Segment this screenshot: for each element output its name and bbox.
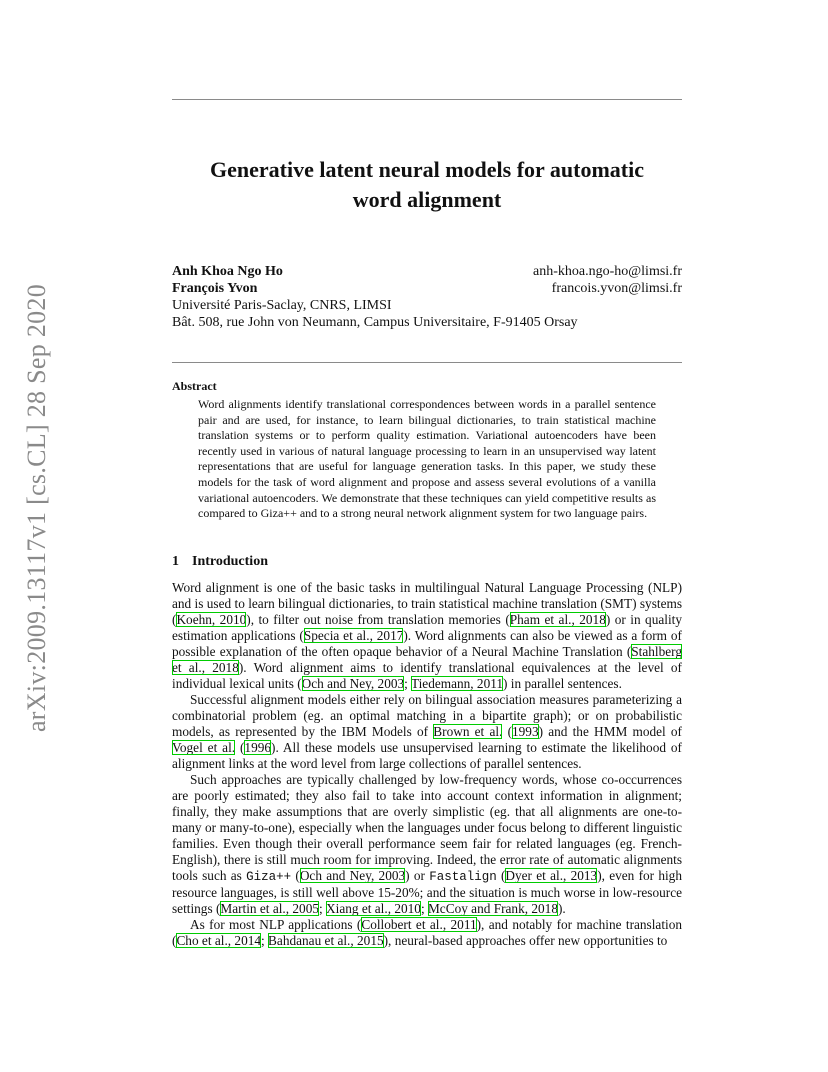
text-run: ). All these models use unsupervised learning to estimate the likelihood of alignment links at the word level from large collections of parallel sentences. bbox=[172, 740, 682, 771]
body-text bbox=[172, 580, 682, 949]
text-run: ( bbox=[502, 724, 512, 739]
citation-link[interactable]: Pham et al., 2018 bbox=[509, 612, 606, 627]
citation-link[interactable]: Och and Ney, 2003 bbox=[301, 676, 405, 691]
author-name: Anh Khoa Ngo Ho bbox=[172, 264, 283, 279]
text-run: ) or in quality estimation applications ( bbox=[172, 612, 682, 643]
citation-link[interactable]: Koehn, 2010 bbox=[176, 612, 247, 627]
author-row bbox=[172, 280, 682, 297]
text-run: ). bbox=[557, 901, 566, 916]
text-run: ; bbox=[404, 676, 411, 691]
affiliation: Université Paris-Saclay, CNRS, LIMSI bbox=[172, 298, 392, 313]
tool-name: Fastalign bbox=[429, 870, 497, 884]
tool-name: Giza++ bbox=[246, 870, 292, 884]
header-rule bbox=[172, 362, 682, 363]
abstract-heading: Abstract bbox=[172, 379, 217, 393]
section-heading bbox=[172, 554, 268, 570]
citation-link[interactable]: Tiedemann, 2011 bbox=[410, 676, 504, 691]
citation-link[interactable]: Collobert et al., 2011 bbox=[361, 917, 477, 932]
citation-link[interactable]: McCoy and Frank, 2018 bbox=[427, 901, 558, 916]
text-run: Such approaches are typically challenged by low-frequency words, whose co-occurrences are poorly estimated; they also fail to take into account context information in alignment; finally, they make assumptions that are overly simplistic (eg. that all alignments are one-to-many or many-to-one), especially when the languages under focus belong to different linguistic families. Even though their overall performance seem fair for related languages (eg. French-English), there is still much room for improving. Indeed, the error rate of automatic alignments tools such as bbox=[172, 772, 682, 883]
section-number: 1 bbox=[172, 554, 179, 569]
text-run: ), even for high resource languages, is still well above 15-20%; and the situation is much worse in low-resource settings ( bbox=[172, 868, 682, 916]
citation-link[interactable]: Stahlberg et al., 2018 bbox=[172, 644, 682, 675]
citation-link[interactable]: 1993 bbox=[512, 724, 539, 739]
paragraph bbox=[172, 917, 682, 949]
citation-link[interactable]: Vogel et al. bbox=[172, 740, 236, 755]
author-email[interactable]: francois.yvon@limsi.fr bbox=[551, 281, 682, 296]
citation-link[interactable]: Martin et al., 2005 bbox=[220, 901, 319, 916]
address: Bât. 508, rue John von Neumann, Campus Universitaire, F-91405 Orsay bbox=[172, 315, 578, 330]
citation-link[interactable]: 1996 bbox=[244, 740, 272, 755]
text-run: ). Word alignment aims to identify translational equivalences at the level of individual lexical units ( bbox=[172, 660, 682, 691]
arxiv-stamp: arXiv:2009.13117v1 [cs.CL] 28 Sep 2020 bbox=[22, 283, 51, 733]
author-block bbox=[172, 263, 682, 331]
citation-link[interactable]: Och and Ney, 2003 bbox=[299, 868, 406, 883]
citation-link[interactable]: Xiang et al., 2010 bbox=[326, 901, 421, 916]
author-email[interactable]: anh-khoa.ngo-ho@limsi.fr bbox=[533, 264, 682, 279]
text-run: ), to filter out noise from translation memories ( bbox=[246, 612, 510, 627]
author-row bbox=[172, 263, 682, 280]
citation-link[interactable]: Cho et al., 2014 bbox=[176, 933, 262, 948]
text-run: As for most NLP applications ( bbox=[190, 917, 362, 932]
text-run: ), and notably for machine translation ( bbox=[172, 917, 682, 948]
text-run: ; bbox=[319, 901, 327, 916]
text-run: ( bbox=[235, 740, 245, 755]
section-title: Introduction bbox=[192, 554, 268, 569]
paper-title: Generative latent neural models for automatic word alignment bbox=[209, 157, 644, 212]
text-run: ). Word alignments can also be viewed as a form of possible explanation of the often opaque behavior of a Neural Machine Translation ( bbox=[172, 628, 682, 659]
citation-link[interactable]: Dyer et al., 2013 bbox=[505, 868, 598, 883]
top-rule bbox=[172, 99, 682, 100]
text-run: ; bbox=[420, 901, 428, 916]
text-run: ) and the HMM model of bbox=[538, 724, 682, 739]
text-run: ), neural-based approaches offer new opportunities to bbox=[383, 933, 668, 948]
text-run: ) in parallel sentences. bbox=[503, 676, 622, 691]
paragraph bbox=[172, 580, 682, 692]
text-run: Successful alignment models either rely on bilingual association measures parameterizing a combinatorial problem (eg. an optimal matching in a bipartite graph); or on probabilistic models, as represented by the IBM Models of bbox=[172, 692, 682, 739]
text-run: Word alignment is one of the basic tasks in multilingual Natural Language Processing (NLP) and is used to learn bilingual dictionaries, to train statistical machine translation (SMT) systems ( bbox=[172, 580, 682, 627]
citation-link[interactable]: Brown et al. bbox=[433, 724, 503, 739]
paragraph bbox=[172, 772, 682, 917]
text-run: ( bbox=[496, 868, 506, 883]
citation-link[interactable]: Specia et al., 2017 bbox=[303, 628, 404, 643]
text-run: ) or bbox=[405, 868, 430, 883]
citation-link[interactable]: Bahdanau et al., 2015 bbox=[268, 933, 384, 948]
abstract-text: Word alignments identify translational correspondences between words in a parallel sentence pair and are used, for instance, to learn bilingual dictionaries, to train statistical machine translation systems or to perform quality estimation. Variational autoencoders have been recently used in various of natural language processing to learn in an unsupervised way latent representations that are useful for language generation tasks. In this paper, we study these models for the task of word alignment and propose and assess several evolutions of a vanilla variational autoencoders. We demonstrate that these techniques can yield competitive results as compared to Giza++ and to a strong neural network alignment system for two language pairs. bbox=[198, 397, 656, 521]
text-run: ( bbox=[291, 868, 300, 883]
paragraph bbox=[172, 692, 682, 772]
text-run: ; bbox=[261, 933, 269, 948]
author-name: François Yvon bbox=[172, 281, 258, 296]
